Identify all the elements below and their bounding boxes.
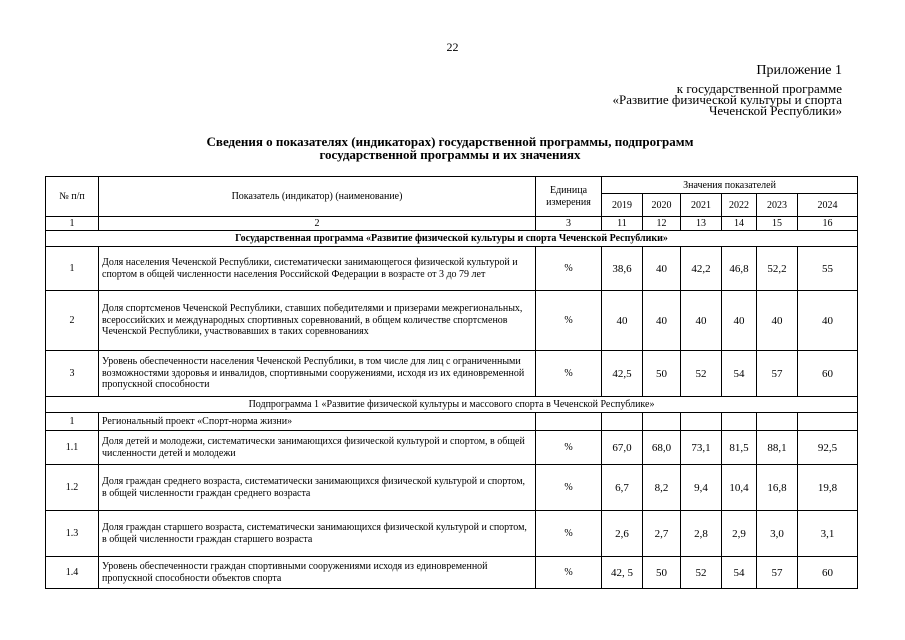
value-cell: 10,4: [722, 465, 757, 511]
value-cell: 55: [798, 247, 858, 291]
column-number: 15: [757, 217, 798, 231]
indicator-name: Доля детей и молодежи, систематически занимающихся физической культурой и спортом, в общей численности детей и молодежи: [99, 431, 536, 465]
table-row: [46, 431, 858, 465]
subprogram-section-row: [46, 397, 858, 413]
empty-cell: [643, 413, 681, 431]
column-number: 16: [798, 217, 858, 231]
appendix-title: Приложение 1: [756, 63, 842, 78]
appendix-line: «Развитие физической культуры и спорта: [612, 92, 842, 107]
column-number: 3: [536, 217, 602, 231]
header-unit: Единица измерения: [536, 177, 602, 217]
subprogram-section-title: Подпрограмма 1 «Развитие физической культуры и массового спорта в Чеченской Республике»: [46, 397, 858, 413]
value-cell: 19,8: [798, 465, 858, 511]
indicator-name: Доля граждан среднего возраста, систематически занимающихся физической культурой и спортом, в общей численности граждан среднего возраста: [99, 465, 536, 511]
indicator-name: Уровень обеспеченности населения Чеченской Республики, в том числе для лиц с ограниченными возможностями здоровья и инвалидов, спортивными сооружениями, исходя из их единовременной пропускной способности: [99, 351, 536, 397]
table-row: [46, 511, 858, 557]
value-cell: 6,7: [602, 465, 643, 511]
header-values: Значения показателей: [602, 177, 858, 194]
value-cell: 54: [722, 351, 757, 397]
column-number: 11: [602, 217, 643, 231]
row-number: 1: [46, 413, 99, 431]
value-cell: 81,5: [722, 431, 757, 465]
header-row: [46, 177, 858, 194]
value-cell: 9,4: [681, 465, 722, 511]
row-number: 1.3: [46, 511, 99, 557]
header-year: 2019: [602, 194, 643, 217]
header-year: 2024: [798, 194, 858, 217]
empty-cell: [722, 413, 757, 431]
appendix-line: Чеченской Республики»: [708, 103, 842, 118]
unit-cell: %: [536, 557, 602, 589]
project-name: Региональный проект «Спорт-норма жизни»: [99, 413, 536, 431]
value-cell: 40: [757, 291, 798, 351]
unit-cell: %: [536, 247, 602, 291]
value-cell: 52,2: [757, 247, 798, 291]
column-number: 14: [722, 217, 757, 231]
value-cell: 2,8: [681, 511, 722, 557]
program-section-title: Государственная программа «Развитие физической культуры и спорта Чеченской Республики»: [46, 231, 858, 247]
page-number: 22: [446, 40, 459, 54]
unit-cell: %: [536, 431, 602, 465]
unit-cell: %: [536, 291, 602, 351]
appendix-line: к государственной программе: [676, 81, 842, 96]
value-cell: 42, 5: [602, 557, 643, 589]
value-cell: 40: [722, 291, 757, 351]
row-number: 2: [46, 291, 99, 351]
indicator-name: Доля граждан старшего возраста, систематически занимающихся физической культурой и спортом, в общей численности граждан старшего возраста: [99, 511, 536, 557]
row-number: 1.2: [46, 465, 99, 511]
indicator-name: Уровень обеспеченности граждан спортивными сооружениями исходя из единовременной пропускной способности объектов спорта: [99, 557, 536, 589]
row-number: 1.1: [46, 431, 99, 465]
value-cell: 42,2: [681, 247, 722, 291]
indicator-name: Доля населения Чеченской Республики, систематически занимающегося физической культурой и спортом в общей численности населения Российской Федерации в возрасте от 3 до 79 лет: [99, 247, 536, 291]
value-cell: 68,0: [643, 431, 681, 465]
header-year: 2021: [681, 194, 722, 217]
value-cell: 60: [798, 557, 858, 589]
header-year: 2022: [722, 194, 757, 217]
value-cell: 40: [681, 291, 722, 351]
column-number: 2: [99, 217, 536, 231]
value-cell: 46,8: [722, 247, 757, 291]
row-number: 1: [46, 247, 99, 291]
header-year: 2020: [643, 194, 681, 217]
value-cell: 2,9: [722, 511, 757, 557]
empty-cell: [681, 413, 722, 431]
value-cell: 40: [798, 291, 858, 351]
table-row: [46, 247, 858, 291]
document-title-line: государственной программы и их значениях: [319, 147, 581, 162]
column-number: 13: [681, 217, 722, 231]
value-cell: 42,5: [602, 351, 643, 397]
value-cell: 40: [602, 291, 643, 351]
value-cell: 38,6: [602, 247, 643, 291]
row-number: 1.4: [46, 557, 99, 589]
value-cell: 57: [757, 351, 798, 397]
value-cell: 2,6: [602, 511, 643, 557]
value-cell: 67,0: [602, 431, 643, 465]
value-cell: 50: [643, 351, 681, 397]
empty-cell: [602, 413, 643, 431]
value-cell: 52: [681, 351, 722, 397]
value-cell: 40: [643, 247, 681, 291]
value-cell: 50: [643, 557, 681, 589]
value-cell: 52: [681, 557, 722, 589]
header-num: № п/п: [46, 177, 99, 217]
empty-cell: [798, 413, 858, 431]
column-number: 12: [643, 217, 681, 231]
value-cell: 40: [643, 291, 681, 351]
table-row: [46, 557, 858, 589]
value-cell: 16,8: [757, 465, 798, 511]
unit-cell: %: [536, 511, 602, 557]
program-section-row: [46, 231, 858, 247]
value-cell: 2,7: [643, 511, 681, 557]
appendix-subtitle: [613, 83, 842, 116]
table-row: [46, 351, 858, 397]
value-cell: 88,1: [757, 431, 798, 465]
value-cell: 92,5: [798, 431, 858, 465]
document-title: [150, 135, 750, 161]
value-cell: 8,2: [643, 465, 681, 511]
value-cell: 3,0: [757, 511, 798, 557]
indicators-table: [45, 176, 858, 589]
row-number: 3: [46, 351, 99, 397]
project-row: [46, 413, 858, 431]
table-row: [46, 291, 858, 351]
value-cell: 54: [722, 557, 757, 589]
header-indicator: Показатель (индикатор) (наименование): [99, 177, 536, 217]
value-cell: 3,1: [798, 511, 858, 557]
table-row: [46, 465, 858, 511]
document-title-line: Сведения о показателях (индикаторах) государственной программы, подпрограмм: [206, 134, 694, 149]
header-year: 2023: [757, 194, 798, 217]
unit-cell: %: [536, 351, 602, 397]
empty-cell: [757, 413, 798, 431]
column-number: 1: [46, 217, 99, 231]
empty-cell: [536, 413, 602, 431]
indicator-name: Доля спортсменов Чеченской Республики, ставших победителями и призерами межрегиональных, всероссийских и международных спортивных соревнований, в общем количестве спортсменов Чеченской Республики, участвовавших в таких соревнованиях: [99, 291, 536, 351]
column-number-row: [46, 217, 858, 231]
unit-cell: %: [536, 465, 602, 511]
value-cell: 57: [757, 557, 798, 589]
value-cell: 60: [798, 351, 858, 397]
value-cell: 73,1: [681, 431, 722, 465]
